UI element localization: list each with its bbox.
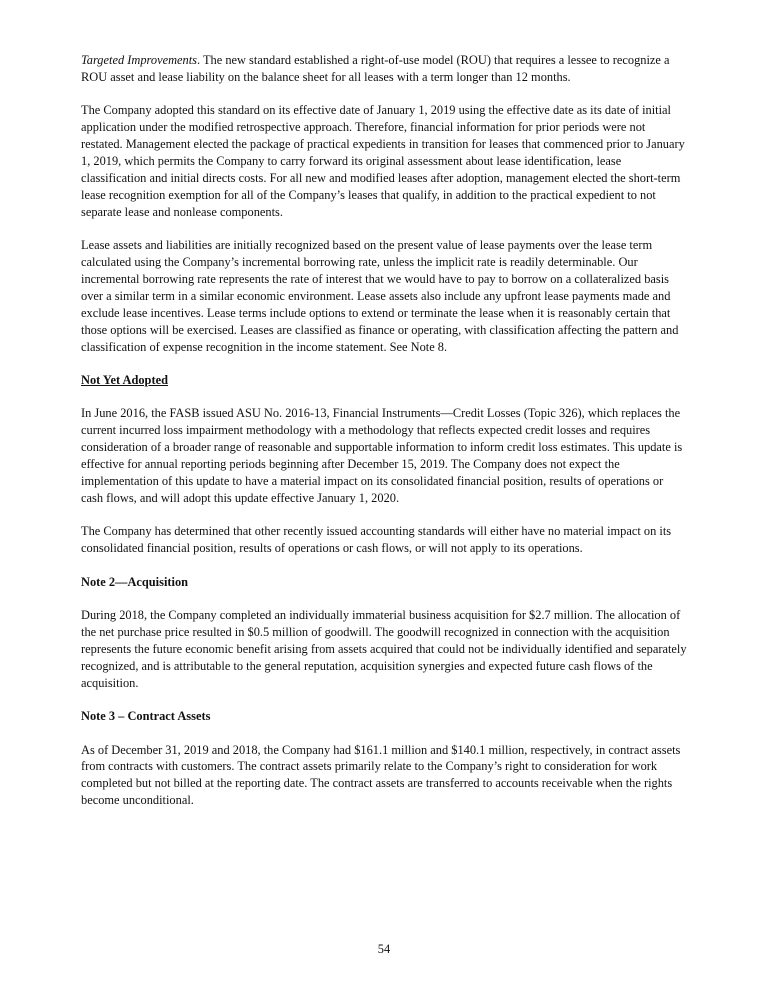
paragraph-targeted-improvements bbox=[81, 52, 687, 86]
paragraph-text: . The new standard established a right-of-use model (ROU) that requires a lessee to recognize a ROU asset and lease liability on the balance sheet for all leases with a term longer than 12 months. bbox=[81, 53, 670, 84]
page-number: 54 bbox=[377, 942, 391, 956]
paragraph-adoption: The Company adopted this standard on its effective date of January 1, 2019 using the effective date as its date of initial application under the modified retrospective approach. Therefore, financial information for prior periods were not restated. Management elected the package of practical expedients in transition for leases that commenced prior to January 1, 2019, which permits the Company to carry forward its original assessment about lease identification, lease classification and initial directs costs. For all new and modified leases after adoption, management elected the short-term lease recognition exemption for all of the Company’s leases that qualify, in addition to the practical expedient to not separate lease and nonlease components. bbox=[81, 103, 685, 219]
heading-note-3-contract-assets: Note 3 – Contract Assets bbox=[81, 709, 211, 724]
paragraph-asu-2016-13: In June 2016, the FASB issued ASU No. 2016-13, Financial Instruments—Credit Losses (Topic 326), which replaces the current incurred loss impairment methodology with a methodology that reflects expected credit losses and requires consideration of a broader range of reasonable and supportable information to inform credit loss estimates. This update is effective for annual reporting periods beginning after December 15, 2019. The Company does not expect the implementation of this update to have a material impact on its consolidated financial position, results of operations or cash flows, and will adopt this update effective January 1, 2020. bbox=[81, 406, 683, 505]
paragraph-lease-assets: Lease assets and liabilities are initially recognized based on the present value of lease payments over the lease term calculated using the Company’s incremental borrowing rate, unless the implicit rate is readily determinable. Our incremental borrowing rate represents the rate of interest that we would have to pay to borrow on a collateralized basis over a similar term in a similar economic environment. Lease assets also include any upfront lease payments made and exclude lease incentives. Lease terms include options to extend or terminate the lease when it is reasonably certain that those options will be exercised. Leases are classified as finance or operating, with classification affecting the pattern and classification of expense recognition in the income statement. See Note 8. bbox=[81, 238, 679, 354]
heading-not-yet-adopted: Not Yet Adopted bbox=[81, 373, 168, 387]
document-page bbox=[81, 52, 687, 809]
paragraph-contract-assets: As of December 31, 2019 and 2018, the Company had $161.1 million and $140.1 million, respectively, in contract assets from contracts with customers. The contract assets primarily relate to the Company’s right to consideration for work completed but not billed at the reporting date. The contract assets are transferred to accounts receivable when the rights become unconditional. bbox=[81, 742, 681, 808]
italic-lead-text: Targeted Improvements bbox=[81, 53, 197, 67]
paragraph-acquisition: During 2018, the Company completed an individually immaterial business acquisition for $2.7 million. The allocation of the net purchase price resulted in $0.5 million of goodwill. The goodwill recognized in connection with the acquisition represents the future economic benefit arising from assets acquired that could not be individually identified and separately recognized, and is attributable to the general reputation, acquisition synergies and expected future cash flows of the acquisition. bbox=[81, 608, 687, 690]
paragraph-other-standards: The Company has determined that other recently issued accounting standards will either have no material impact on its consolidated financial position, results of operations or cash flows, or will not apply to its operations. bbox=[81, 524, 672, 556]
heading-note-2-acquisition: Note 2—Acquisition bbox=[81, 574, 189, 589]
